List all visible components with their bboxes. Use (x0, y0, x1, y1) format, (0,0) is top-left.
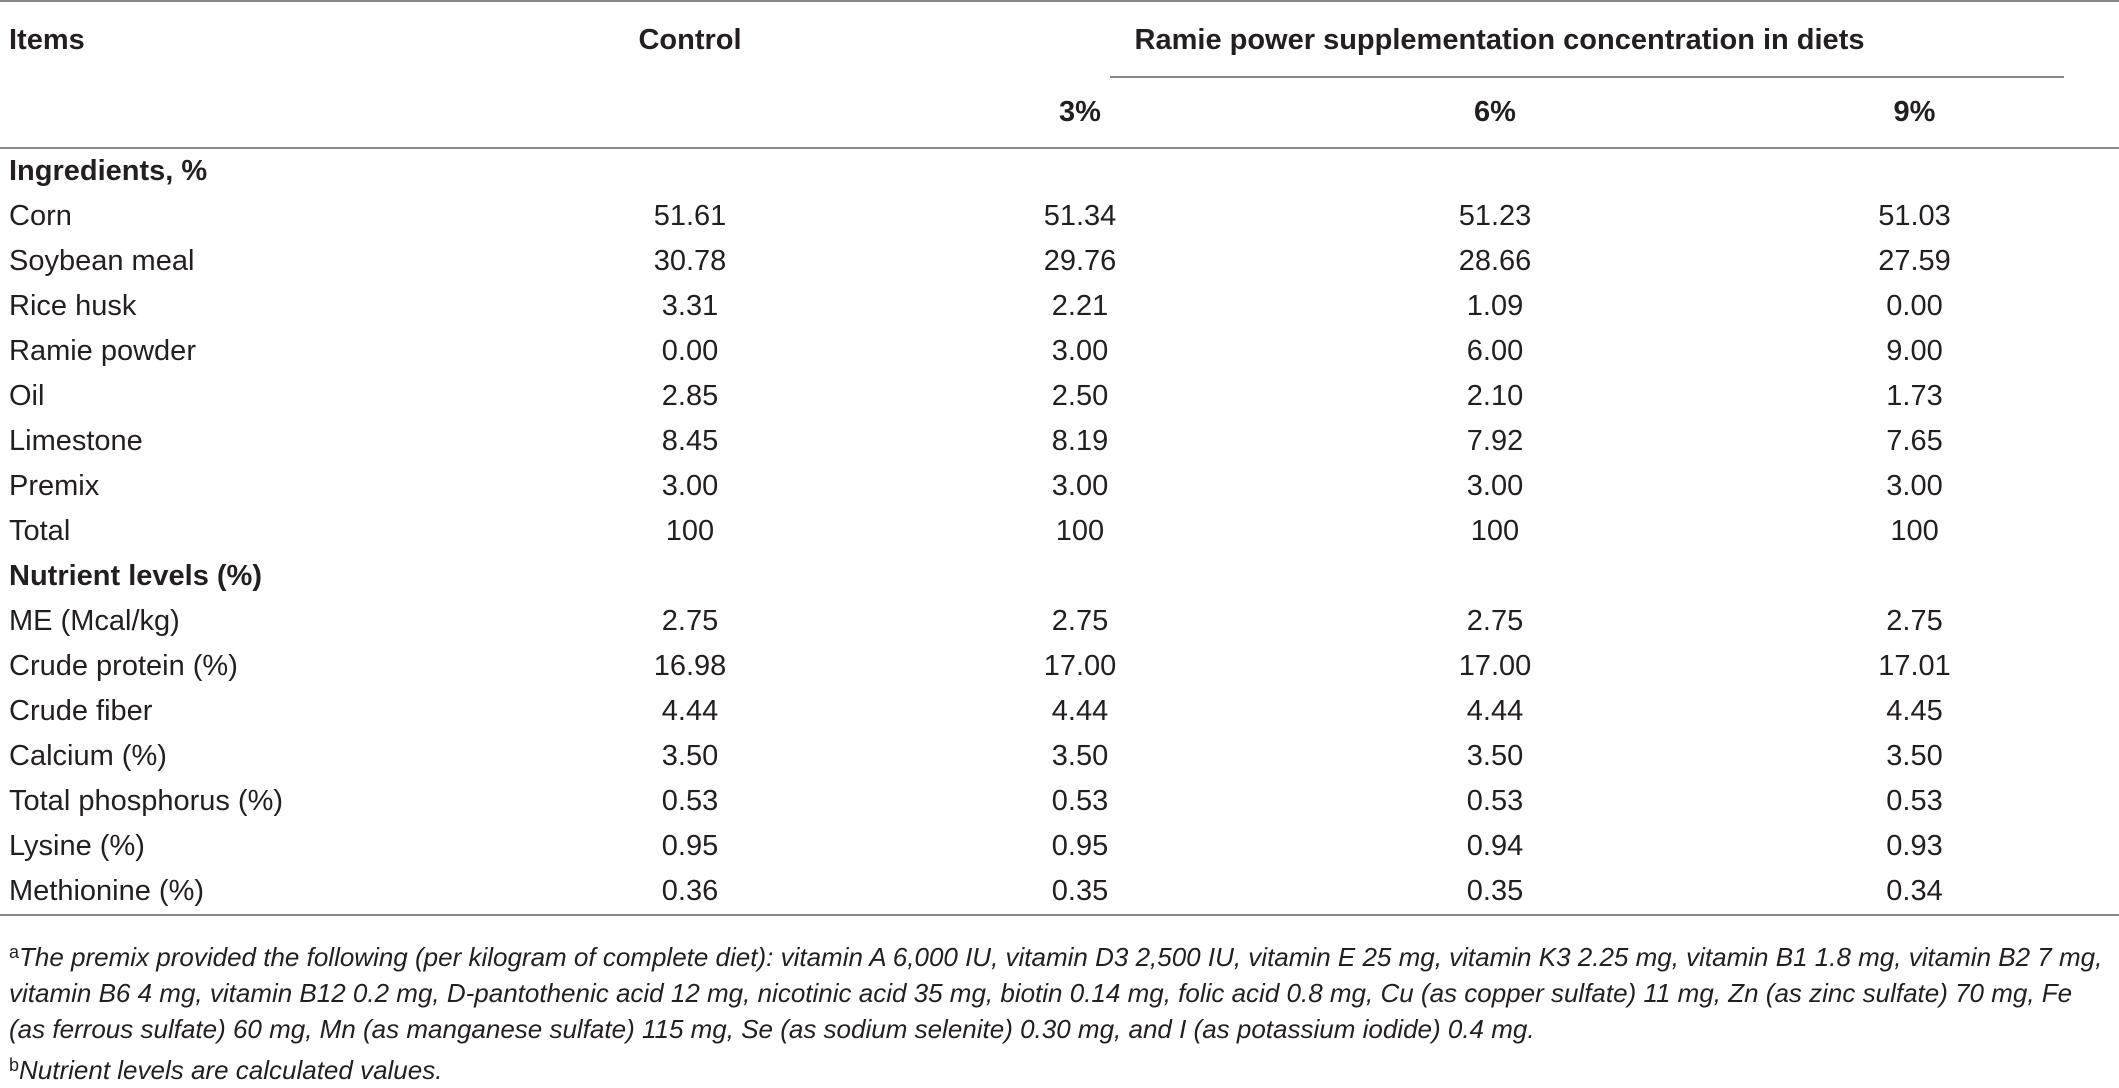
table-row (0, 374, 2119, 419)
cell-value: 2.75 (1466, 605, 1524, 637)
cell-value: 6.00 (1466, 335, 1524, 367)
cell-value: 0.93 (1886, 830, 1943, 862)
row-label: ME (Mcal/kg) (9, 605, 180, 637)
cell-value: 4.44 (1051, 695, 1109, 727)
cell-value: 3.00 (1051, 335, 1109, 367)
row-label: Crude protein (%) (9, 650, 238, 682)
cell-value: 3.50 (1886, 740, 1943, 772)
cell-value: 0.34 (1710, 869, 2119, 915)
section-row (0, 148, 2119, 194)
section-title: Nutrient levels (%) (9, 560, 262, 592)
table-row (0, 464, 2119, 509)
cell-value: 7.92 (1466, 425, 1524, 457)
cell-value: 51.61 (653, 200, 727, 232)
table-row (0, 734, 2119, 779)
cell-value: 2.21 (1051, 290, 1109, 322)
row-label: Rice husk (9, 290, 137, 322)
header-items: Items (9, 23, 85, 56)
table-row (0, 239, 2119, 284)
cell-value: 8.45 (661, 425, 719, 457)
row-label: Oil (9, 380, 45, 412)
cell-value: 51.34 (1043, 200, 1117, 232)
header-level-6: 6% (1280, 78, 1710, 148)
table-row (0, 284, 2119, 329)
cell-value: 16.98 (653, 650, 727, 682)
row-label: Corn (9, 200, 72, 232)
cell-value: 4.45 (1886, 695, 1943, 727)
footnote-text: Nutrient levels are calculated values. (19, 1055, 443, 1085)
table-row (0, 869, 2119, 915)
cell-value: 51.03 (1878, 200, 1951, 232)
cell-value: 4.44 (661, 695, 719, 727)
cell-value: 1.09 (1466, 290, 1524, 322)
footnote-a (9, 934, 2109, 1047)
cell-value: 0.94 (1466, 830, 1524, 862)
table-row (0, 194, 2119, 239)
cell-value: 0.35 (1280, 869, 1710, 915)
row-label: Limestone (9, 425, 143, 457)
cell-value: 51.23 (1458, 200, 1532, 232)
row-label: Total phosphorus (%) (9, 785, 284, 817)
header-group-label: Ramie power supplementation concentration in diets (1134, 23, 1865, 56)
header-control: Control (638, 23, 742, 56)
cell-value: 27.59 (1878, 245, 1951, 277)
header-level-3: 3% (880, 78, 1280, 148)
row-label: Calcium (%) (9, 740, 167, 772)
header-blank-items (0, 78, 500, 148)
cell-value: 17.00 (1458, 650, 1532, 682)
cell-value: 17.00 (1043, 650, 1117, 682)
header-row-1 (0, 1, 2119, 78)
cell-value: 100 (1890, 515, 1939, 547)
table-row (0, 509, 2119, 554)
cell-value: 3.00 (661, 470, 719, 502)
cell-value: 0.95 (661, 830, 719, 862)
cell-value: 2.85 (661, 380, 719, 412)
cell-value: 3.50 (661, 740, 719, 772)
cell-value: 9.00 (1886, 335, 1943, 367)
row-label: Ramie powder (9, 335, 196, 367)
cell-value: 3.00 (1466, 470, 1524, 502)
cell-value: 7.65 (1886, 425, 1943, 457)
cell-value: 3.50 (1466, 740, 1524, 772)
cell-value: 0.35 (880, 869, 1280, 915)
table-body (0, 148, 2119, 915)
footnote-text: The premix provided the following (per kilogram of complete diet): vitamin A 6,000 IU, vitamin D3 2,500 IU, vitamin E 25 mg, vitamin K3 2.25 mg, vitamin B1 1.8 mg, vitamin B2 7 mg, vitamin B6 4 mg, vitamin B12 0.2 mg, D-pantothenic acid 12 mg, nicotinic acid 35 mg, biotin 0.14 mg, folic acid 0.8 mg, Cu (as copper sulfate) 11 mg, Zn (as zinc sulfate) 70 mg, Fe (as ferrous sulfate) 60 mg, Mn (as manganese sulfate) 115 mg, Se (as sodium selenite) 0.30 mg, and I (as potassium iodide) 0.4 mg. (9, 942, 2103, 1044)
cell-value: 3.00 (1051, 470, 1109, 502)
cell-value: 2.75 (661, 605, 719, 637)
row-label: Lysine (%) (9, 830, 145, 862)
row-label: Soybean meal (9, 245, 195, 277)
cell-value: 3.00 (1886, 470, 1943, 502)
group-underline (1110, 76, 2064, 78)
header-level-9: 9% (1710, 78, 2119, 148)
row-label: Premix (9, 470, 100, 502)
row-label: Crude fiber (9, 695, 153, 727)
cell-value: 8.19 (1051, 425, 1109, 457)
table-row (0, 599, 2119, 644)
section-row (0, 554, 2119, 599)
footnote-mark: a (9, 942, 20, 962)
cell-value: 0.00 (661, 335, 719, 367)
table-row (0, 689, 2119, 734)
cell-value: 29.76 (1043, 245, 1117, 277)
table-row (0, 644, 2119, 689)
cell-value: 0.00 (1886, 290, 1943, 322)
header-row-2 (0, 78, 2119, 148)
section-title: Ingredients, % (9, 155, 208, 187)
table-row (0, 329, 2119, 374)
row-label: Total (9, 515, 71, 547)
table-header (0, 1, 2119, 148)
cell-value: 4.44 (1466, 695, 1524, 727)
table-row (0, 824, 2119, 869)
cell-value: 3.31 (661, 290, 719, 322)
row-label: Methionine (%) (0, 869, 500, 915)
cell-value: 0.36 (500, 869, 880, 915)
cell-value: 2.50 (1051, 380, 1109, 412)
cell-value: 3.50 (1051, 740, 1109, 772)
cell-value: 0.95 (1051, 830, 1109, 862)
cell-value: 2.75 (1051, 605, 1109, 637)
cell-value: 100 (1470, 515, 1520, 547)
cell-value: 100 (1055, 515, 1105, 547)
header-group (880, 1, 2119, 78)
cell-value: 30.78 (653, 245, 727, 277)
cell-value: 2.75 (1886, 605, 1943, 637)
cell-value: 0.53 (661, 785, 719, 817)
table-row (0, 419, 2119, 464)
table-row (0, 779, 2119, 824)
cell-value: 2.10 (1466, 380, 1524, 412)
cell-value: 0.53 (1466, 785, 1524, 817)
header-blank-control (500, 78, 880, 148)
cell-value: 0.53 (1051, 785, 1109, 817)
cell-value: 28.66 (1458, 245, 1532, 277)
cell-value: 17.01 (1878, 650, 1951, 682)
cell-value: 100 (665, 515, 715, 547)
footnote-mark: b (9, 1055, 20, 1075)
footnote-b (9, 1047, 2109, 1088)
footnotes (9, 934, 2109, 1088)
cell-value: 1.73 (1886, 380, 1943, 412)
cell-value: 0.53 (1886, 785, 1943, 817)
